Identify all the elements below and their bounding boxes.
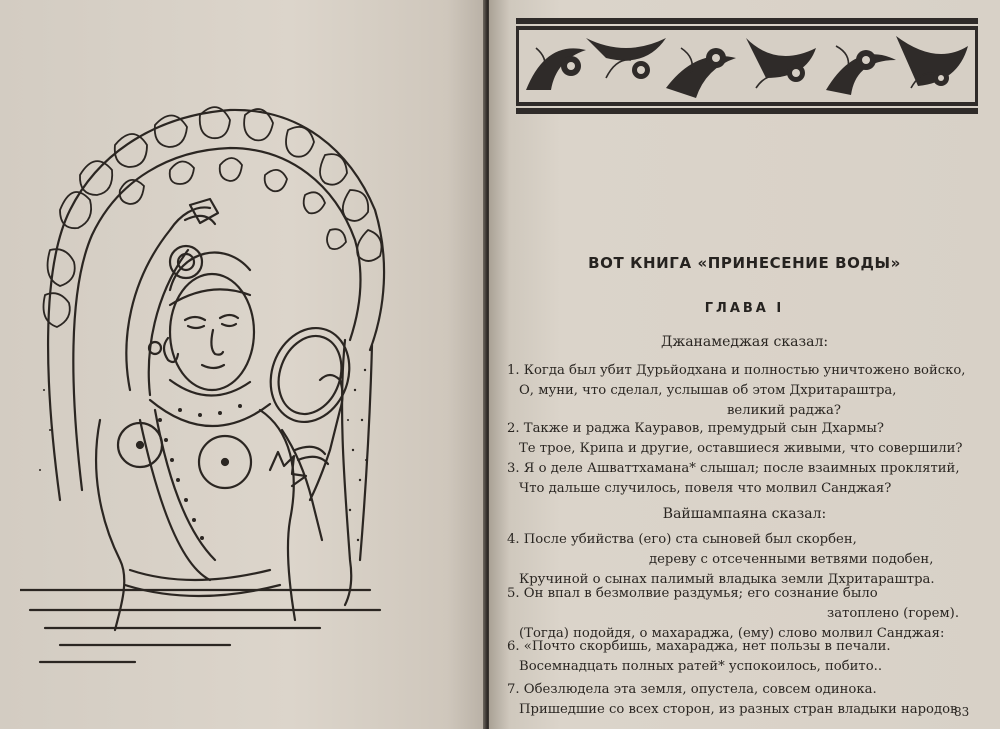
verse-5 xyxy=(507,584,977,644)
verse-line: (Тогда) подойдя, о махараджа, (ему) слово молвил Санджая: xyxy=(519,626,945,641)
speaker-heading: Джанамеджая сказал: xyxy=(660,334,829,350)
page-number: 83 xyxy=(954,705,970,719)
verse-line: О, муни, что сделал, услышав об этом Дхритараштра, xyxy=(519,383,897,398)
verse-line: 4. После убийства (его) ста сыновей был скорбен, xyxy=(507,532,857,547)
verse-line: Что дальше случилось, повеля что молвил Санджая? xyxy=(519,481,892,496)
verse-2 xyxy=(507,419,977,459)
left-page xyxy=(0,0,486,729)
speaker-heading: Вайшампаяна сказал: xyxy=(662,506,827,522)
verse-line: Те трое, Крипа и другие, оставшиеся живыми, что совершили? xyxy=(519,441,963,456)
verse-line: 6. «Почто скорбишь, махараджа, нет пользы в печали. xyxy=(507,639,891,654)
verse-line: 7. Обезлюдела эта земля, опустела, совсем одинока. xyxy=(507,682,877,697)
book-title: ВОТ КНИГА «ПРИНЕСЕНИЕ ВОДЫ» xyxy=(588,254,901,272)
verse-line: 2. Также и раджа Кауравов, премудрый сын Дхармы? xyxy=(507,421,884,436)
verse-4 xyxy=(507,530,977,590)
ornamental-frieze xyxy=(516,18,978,114)
verse-line: Восемнадцать полных ратей* успокоилось, побито.. xyxy=(519,659,883,674)
verse-3 xyxy=(507,459,977,499)
verse-6 xyxy=(507,637,977,677)
verse-1 xyxy=(507,361,977,421)
verse-line: 3. Я о деле Ашваттхамана* слышал; после взаимных проклятий, xyxy=(507,461,960,476)
verse-7 xyxy=(507,680,977,720)
verse-line: дереву с отсеченными ветвями подобен, xyxy=(649,552,934,567)
verse-line: великий раджа? xyxy=(727,403,841,418)
verse-line: Пришедшие со всех сторон, из разных стран владыки народов xyxy=(519,702,958,717)
verse-line: Кручиной о сынах палимый владыка земли Дхритараштра. xyxy=(519,572,935,587)
verse-line: 5. Он впал в безмолвие раздумья; его сознание было xyxy=(507,586,878,601)
chapter-title: ГЛАВА I xyxy=(704,301,785,316)
verse-line: 1. Когда был убит Дурьйодхана и полностью уничтожено войско, xyxy=(507,363,966,378)
verse-line: затоплено (горем). xyxy=(827,606,960,621)
woman-with-mirror-illustration xyxy=(20,90,420,680)
